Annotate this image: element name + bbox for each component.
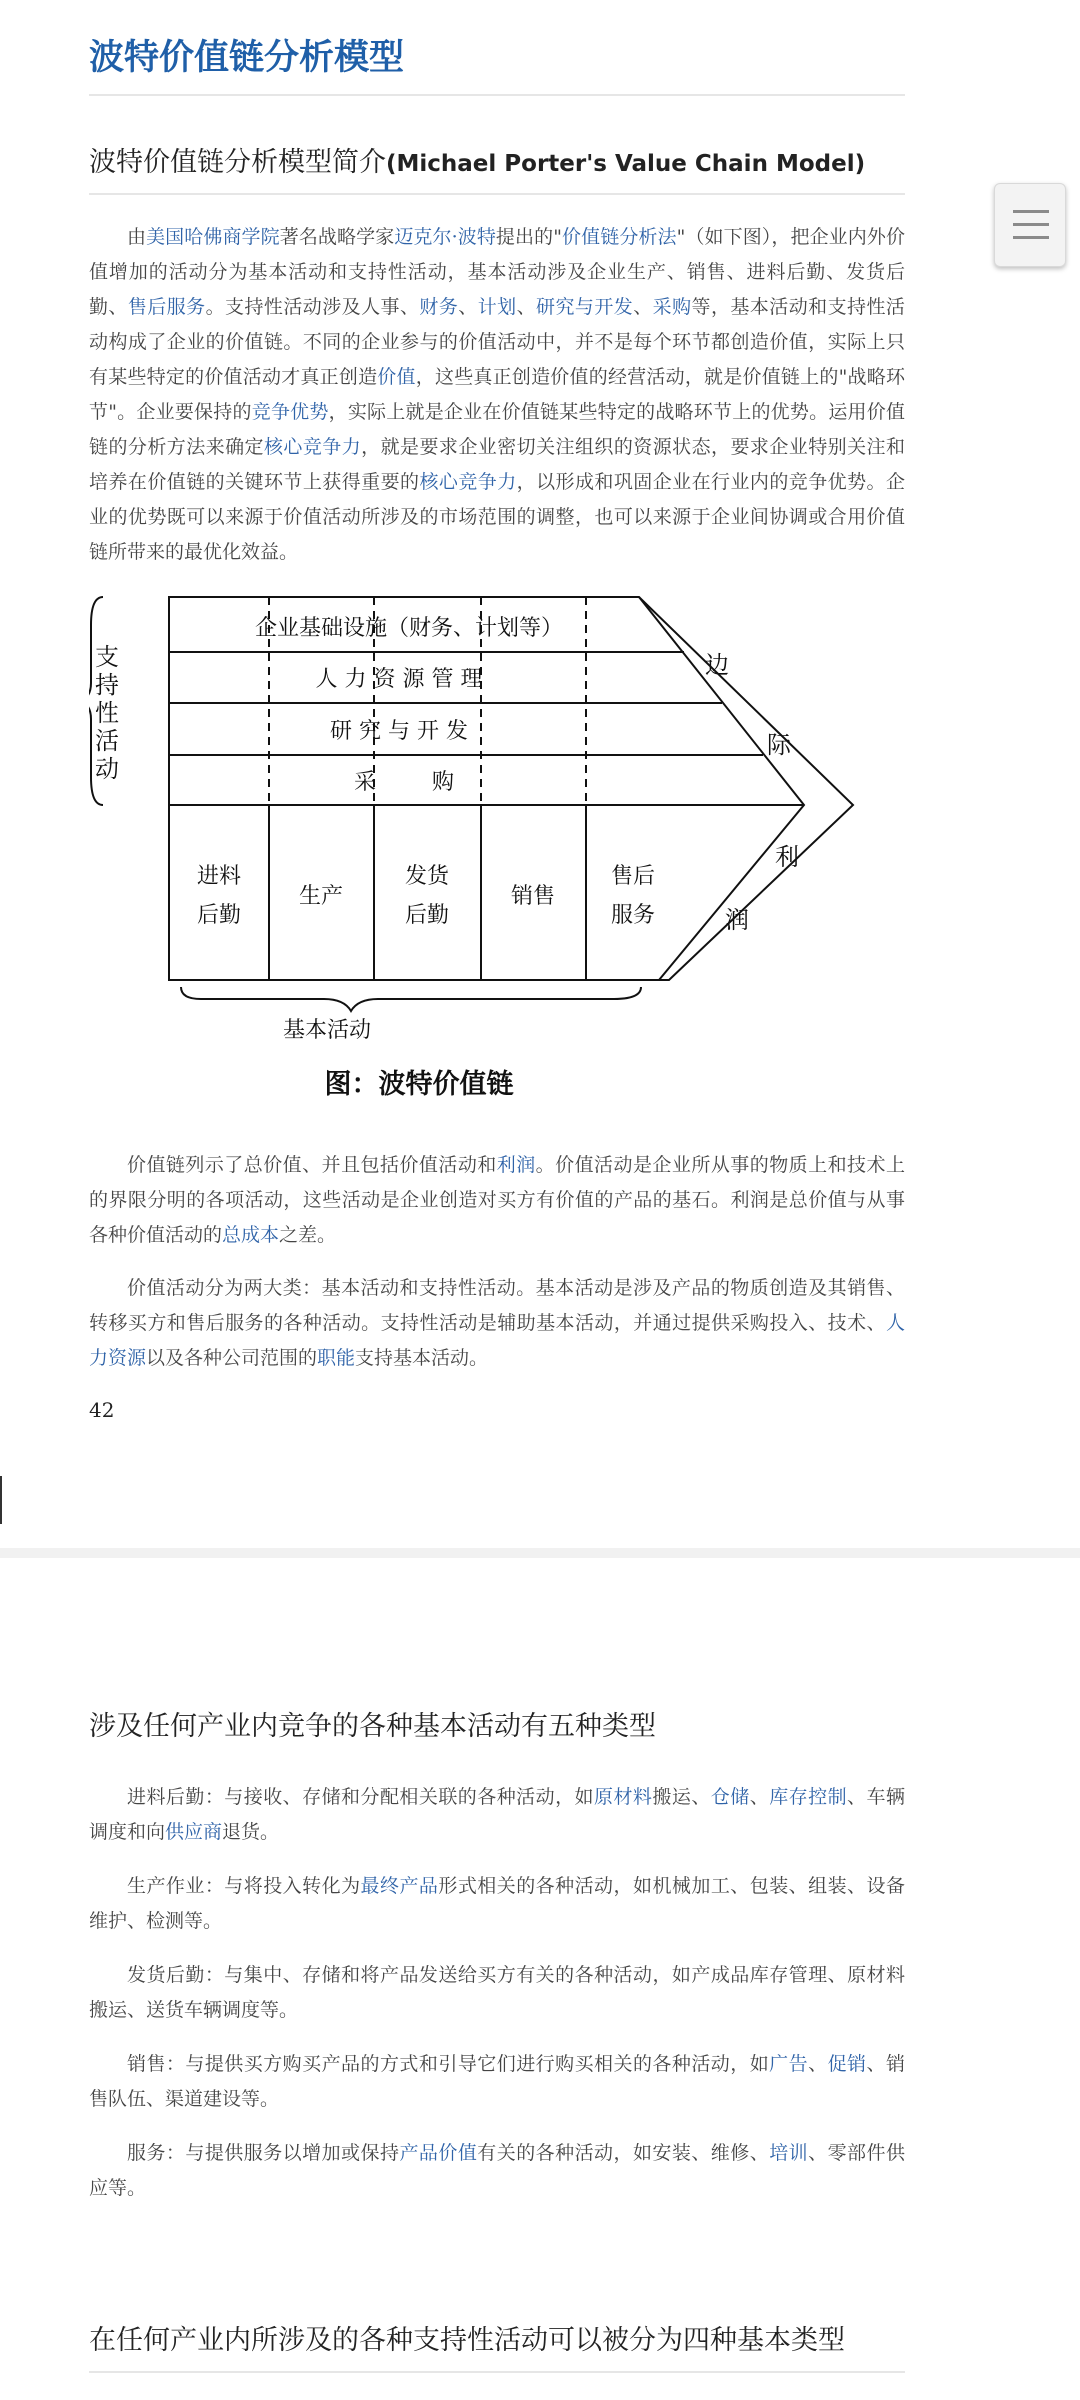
link-core-competence[interactable]: 核心竞争力 xyxy=(263,436,362,458)
text: 提出的" xyxy=(495,226,562,248)
text: ，就是要求企业密切关注组织的资源状态，要求企业特别关注和培养在价值链的关键环节上获得重要的 xyxy=(89,436,905,493)
margin-char: 润 xyxy=(725,906,749,934)
link-raw-material[interactable]: 原材料 xyxy=(594,1786,653,1808)
section-title-intro xyxy=(89,140,905,195)
paragraph xyxy=(89,220,905,570)
text: 、 xyxy=(458,296,478,318)
primary-activity-label: 售后 xyxy=(610,864,656,889)
link-finance[interactable]: 财务 xyxy=(419,296,459,318)
support-row-infrastructure: 企业基础设施（财务、计划等） xyxy=(254,616,564,641)
section-title-support-types: 在任何产业内所涉及的各种支持性活动可以被分为四种基本类型 xyxy=(89,2318,905,2373)
paragraph xyxy=(89,1271,905,1376)
text: 、 xyxy=(516,296,537,318)
list-item xyxy=(89,1869,905,1939)
link-plan[interactable]: 计划 xyxy=(477,296,517,318)
text: 进料后勤：与接收、存储和分配相关联的各种活动，如 xyxy=(127,1786,595,1808)
margin-char: 际 xyxy=(767,731,791,759)
paragraph-intro xyxy=(89,220,905,570)
link-competitive-advantage[interactable]: 竞争优势 xyxy=(251,401,329,423)
figure-caption: 图：波特价值链 xyxy=(324,1069,514,1100)
text: 价值活动分为两大类：基本活动和支持性活动。基本活动是涉及产品的物质创造及其销售、转移买方和售后服务的各种活动。支持性活动是辅助基本活动，并通过提供采购投入、技术、 xyxy=(89,1277,905,1334)
section-support-types xyxy=(89,2318,905,2373)
primary-activity-label: 发货 xyxy=(404,864,450,889)
text: 有关的各种活动，如安装、维修、 xyxy=(477,2142,770,2164)
text: 支持基本活动。 xyxy=(355,1347,489,1369)
text: ，实际上就是企业在价值链某些特定的战略环节上的优势。运用价值链的分析方法来确定 xyxy=(89,401,905,458)
text: 发货后勤：与集中、存储和将产品发送给买方有关的各种活动，如产成品库存管理、原材料搬运、送货车辆调度等。 xyxy=(89,1964,905,2021)
text: 销售：与提供买方购买产品的方式和引导它们进行购买相关的各种活动，如 xyxy=(127,2053,770,2075)
text: 之差。 xyxy=(279,1224,337,1246)
list-item-operations xyxy=(89,1869,905,1939)
text: 以及各种公司范围的 xyxy=(146,1347,318,1369)
link-warehouse[interactable]: 仓储 xyxy=(710,1786,750,1808)
link-value[interactable]: 价值 xyxy=(377,366,416,388)
primary-activity-label: 后勤 xyxy=(404,903,450,928)
margin-char: 边 xyxy=(705,651,729,679)
link-human-resources[interactable]: 人力资源 xyxy=(89,1312,905,1369)
primary-activity-label: 销售 xyxy=(510,884,556,909)
menu-icon-bar xyxy=(1013,223,1049,226)
link-porter[interactable]: 迈克尔·波特 xyxy=(394,226,496,248)
text: 价值链列示了总价值、并且包括价值活动和 xyxy=(127,1154,497,1176)
text: 等，基本活动和支持性活动构成了企业的价值链。不同的企业参与的价值活动中，并不是每个环节都创造价值，实际上只有某些特定的价值活动才真正创造 xyxy=(89,296,905,388)
outer-chevron xyxy=(169,597,853,980)
link-supplier[interactable]: 供应商 xyxy=(165,1821,223,1843)
list-item xyxy=(89,2136,905,2206)
list-item xyxy=(89,2047,905,2117)
list-item-service xyxy=(89,2136,905,2206)
text: 生产作业：与将投入转化为 xyxy=(127,1875,361,1897)
text: ，以形成和巩固企业在行业内的竞争优势。企业的优势既可以来源于价值活动所涉及的市场范围的调整，也可以来源于企业间协调或合用价值链所带来的最优化效益。 xyxy=(89,471,905,563)
primary-activity-label: 生产 xyxy=(298,884,344,909)
paragraph-activity-types xyxy=(89,1271,905,1376)
text: 、 xyxy=(633,296,653,318)
margin-char: 利 xyxy=(775,843,799,871)
text: 、 xyxy=(808,2053,828,2075)
primary-activity-label: 进料 xyxy=(196,864,242,889)
link-inventory-control[interactable]: 库存控制 xyxy=(769,1786,848,1808)
page-separator xyxy=(0,1548,1080,1558)
link-core-competence-2[interactable]: 核心竞争力 xyxy=(419,471,517,493)
text: 。支持性活动涉及人事、 xyxy=(205,296,420,318)
page-number: 42 xyxy=(89,1398,115,1422)
section-title-primary-types: 涉及任何产业内竞争的各种基本活动有五种类型 xyxy=(89,1711,656,1742)
link-profit[interactable]: 利润 xyxy=(496,1154,536,1176)
text: ，这些真正创造价值的经营活动，就是价值链上的"战略环节"。企业要保持的 xyxy=(89,366,905,423)
primary-brace xyxy=(181,987,641,1011)
link-product-value[interactable]: 产品价值 xyxy=(399,2142,478,2164)
support-row-hr: 人 力 资 源 管 理 xyxy=(315,667,483,692)
link-training[interactable]: 培训 xyxy=(769,2142,809,2164)
list-item xyxy=(89,1780,905,1850)
list-item xyxy=(89,1958,905,2028)
link-after-sales[interactable]: 售后服务 xyxy=(127,296,206,318)
paragraph xyxy=(89,1148,905,1253)
support-label-char: 活 xyxy=(95,727,119,755)
doc-title: 波特价值链分析模型 xyxy=(89,30,905,96)
menu-button[interactable] xyxy=(994,183,1066,267)
menu-icon-bar xyxy=(1013,236,1049,239)
support-label-char: 动 xyxy=(95,755,119,783)
text: "（如下图），把企业内外价值增加的活动分为基本活动和支持性活动，基本活动涉及企业生产、销售、进料后勤、发货后勤、 xyxy=(89,226,905,318)
text-cursor xyxy=(0,1476,2,1524)
link-total-cost[interactable]: 总成本 xyxy=(222,1224,280,1246)
support-label-char: 持 xyxy=(95,671,119,699)
primary-activity-label: 后勤 xyxy=(196,903,242,928)
text: 、零部件供应等。 xyxy=(89,2142,905,2199)
link-purchase[interactable]: 采购 xyxy=(652,296,692,318)
value-chain-diagram xyxy=(89,585,905,1125)
text: 、车辆调度和向 xyxy=(89,1786,905,1843)
text: 退货。 xyxy=(222,1821,280,1843)
text: 。价值活动是企业所从事的物质上和技术上的界限分明的各项活动，这些活动是企业创造对买方有价值的产品的基石。利润是总价值与从事各种价值活动的 xyxy=(89,1154,905,1246)
link-harvard[interactable]: 美国哈佛商学院 xyxy=(146,226,280,248)
text: 、 xyxy=(749,1786,770,1808)
list-item-outbound xyxy=(89,1958,905,2028)
link-function[interactable]: 职能 xyxy=(317,1347,356,1369)
list-item-inbound xyxy=(89,1780,905,1850)
link-value-chain[interactable]: 价值链分析法 xyxy=(561,226,677,248)
support-row-purchase: 采 购 xyxy=(354,770,454,795)
primary-activities-label: 基本活动 xyxy=(282,1018,372,1043)
section-intro xyxy=(89,140,905,195)
text: 形式相关的各种活动，如机械加工、包装、组装、设备维护、检测等。 xyxy=(89,1875,905,1932)
section-title-cn: 波特价值链分析模型简介 xyxy=(89,147,386,178)
support-label-char: 支 xyxy=(95,643,119,671)
support-label-char: 性 xyxy=(95,699,119,727)
text: 搬运、 xyxy=(652,1786,711,1808)
link-advertising[interactable]: 广告 xyxy=(769,2053,809,2075)
link-promotion[interactable]: 促销 xyxy=(827,2053,867,2075)
menu-icon-bar xyxy=(1013,210,1049,213)
text: 由 xyxy=(127,226,147,248)
text: 著名战略学家 xyxy=(279,226,395,248)
paragraph-value-chain xyxy=(89,1148,905,1253)
support-row-rnd: 研 究 与 开 发 xyxy=(330,719,468,744)
section-title-en: (Michael Porter's Value Chain Model) xyxy=(386,151,866,177)
link-rnd[interactable]: 研究与开发 xyxy=(536,296,634,318)
primary-activity-label: 服务 xyxy=(610,903,656,928)
list-item-sales xyxy=(89,2047,905,2117)
text: 服务：与提供服务以增加或保持 xyxy=(127,2142,400,2164)
text: 、销售队伍、渠道建设等。 xyxy=(89,2053,905,2110)
section-primary-types xyxy=(89,1704,905,1757)
link-final-product[interactable]: 最终产品 xyxy=(360,1875,439,1897)
